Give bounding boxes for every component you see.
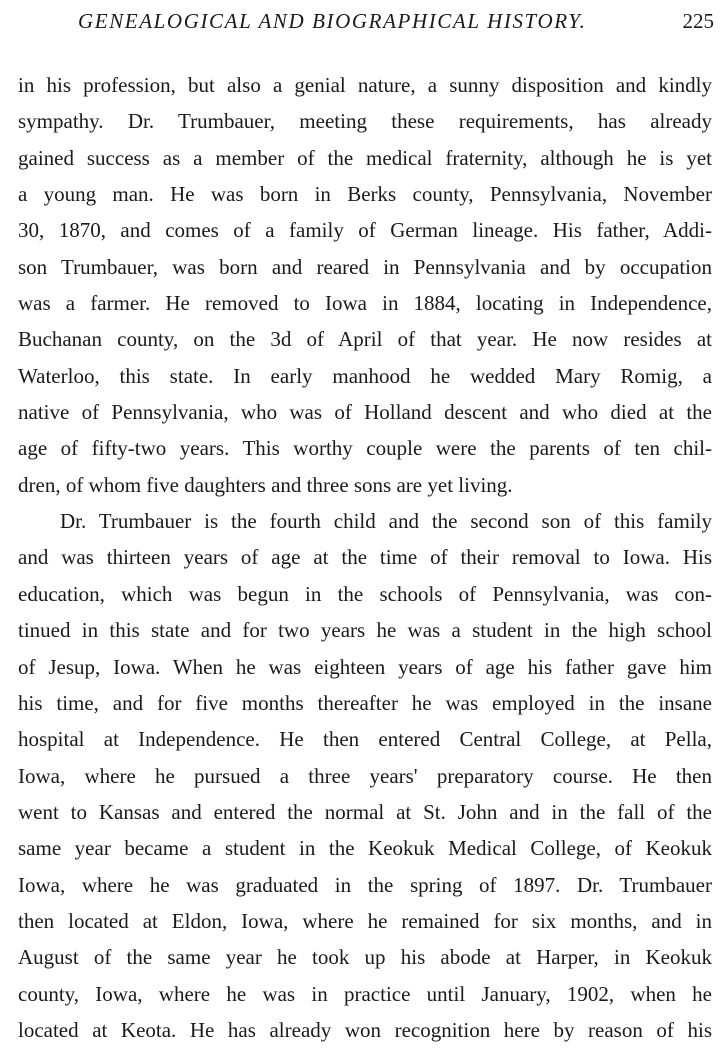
page-number: 225: [682, 9, 714, 33]
text-line: native of Pennsylvania, who was of Holland descent and who died at the: [18, 400, 712, 425]
running-head: [0, 6, 722, 36]
text-line: age of fifty-two years. This worthy couple were the parents of ten chil-: [18, 436, 712, 461]
text-line: Buchanan county, on the 3d of April of that year. He now resides at: [18, 327, 712, 352]
text-line: went to Kansas and entered the normal at St. John and in the fall of the: [18, 799, 712, 824]
text-line: Waterloo, this state. In early manhood he wedded Mary Romig, a: [18, 363, 712, 388]
text-line: August of the same year he took up his abode at Harper, in Keokuk: [18, 945, 712, 970]
text-line: a young man. He was born in Berks county, Pennsylvania, November: [18, 182, 712, 207]
text-line: located at Keota. He has already won recognition here by reason of his: [18, 1017, 712, 1042]
text-line: gained success as a member of the medical fraternity, although he is yet: [18, 145, 712, 170]
text-line: was a farmer. He removed to Iowa in 1884, locating in Independence,: [18, 291, 712, 316]
text-line: of Jesup, Iowa. When he was eighteen years of age his father gave him: [18, 654, 712, 679]
paragraph-2: [18, 503, 712, 1048]
text-line: in his profession, but also a genial nature, a sunny disposition and kindly: [18, 73, 712, 97]
text-line: tinued in this state and for two years he was a student in the high school: [18, 618, 712, 643]
text-line: dren, of whom five daughters and three sons are yet living.: [18, 472, 513, 497]
text-line: his time, and for five months thereafter he was employed in the insane: [18, 690, 712, 715]
text-line: Dr. Trumbauer is the fourth child and the second son of this family: [60, 509, 712, 534]
body-text: [18, 67, 712, 1048]
text-line: education, which was begun in the schools of Pennsylvania, was con-: [18, 581, 712, 606]
text-line: county, Iowa, where he was in practice until January, 1902, when he: [18, 981, 712, 1006]
paragraph-1: [18, 67, 712, 503]
text-line: 30, 1870, and comes of a family of German lineage. His father, Addi-: [18, 218, 712, 243]
text-line: and was thirteen years of age at the time of their removal to Iowa. His: [18, 545, 712, 570]
text-line: hospital at Independence. He then entered Central College, at Pella,: [18, 727, 712, 752]
running-title: GENEALOGICAL AND BIOGRAPHICAL HISTORY.: [78, 9, 587, 33]
text-line: sympathy. Dr. Trumbauer, meeting these requirements, has already: [18, 109, 712, 134]
text-line: Iowa, where he was graduated in the spring of 1897. Dr. Trumbauer: [18, 872, 712, 897]
text-line: Iowa, where he pursued a three years' preparatory course. He then: [18, 763, 712, 788]
text-line: then located at Eldon, Iowa, where he remained for six months, and in: [18, 908, 712, 933]
text-line: son Trumbauer, was born and reared in Pennsylvania and by occupation: [18, 254, 712, 279]
text-line: same year became a student in the Keokuk Medical College, of Keokuk: [18, 836, 712, 861]
